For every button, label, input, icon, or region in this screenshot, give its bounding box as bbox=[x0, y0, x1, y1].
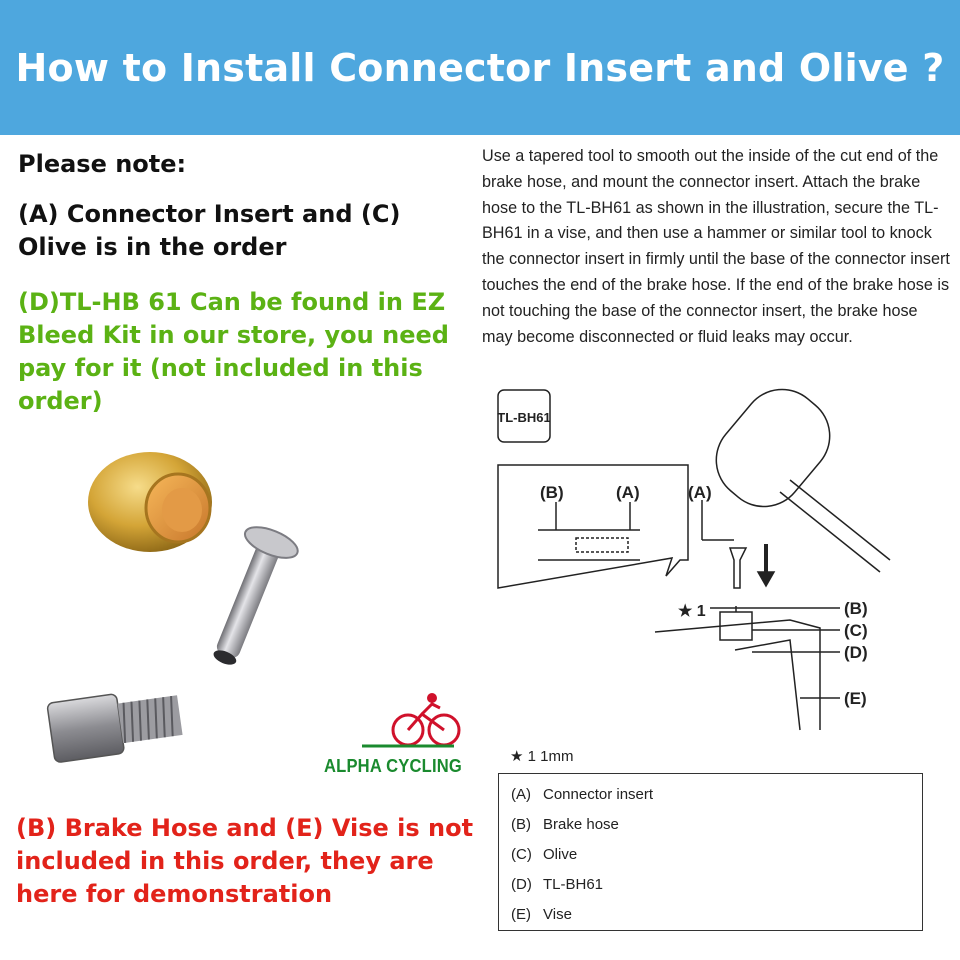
note-heading: Please note: bbox=[18, 150, 187, 178]
legend-row bbox=[511, 780, 922, 810]
legend-key: (B) bbox=[511, 816, 531, 834]
page-title: How to Install Connector Insert and Olive ? bbox=[15, 45, 945, 90]
legend-key: (E) bbox=[511, 905, 531, 923]
installation-instructions: Use a tapered tool to smooth out the inside of the cut end of the brake hose, and mount the connector insert. Attach the brake hose to the TL-BH61 as shown in the illustration, secure the TL-BH61 in a vise, and then use a hammer or similar tool to knock the connector insert in firmly until the base of the connector insert touches the end of the brake hose. If the end of the brake hose is not touching the base of the connector insert, the brake hose may become disconnected or fluid leaks may occur. bbox=[482, 147, 950, 346]
star-label: ★ 1 bbox=[678, 603, 706, 620]
label-d: (D) bbox=[844, 643, 868, 662]
legend-row bbox=[511, 869, 922, 899]
legend-label: TL-BH61 bbox=[543, 875, 604, 893]
label-e: (E) bbox=[844, 689, 867, 708]
legend-row bbox=[511, 899, 922, 929]
note-tool-info: (D)TL-HB 61 Can be found in EZ Bleed Kit in our store, you need pay for it (not included in this order) bbox=[18, 288, 449, 415]
legend-label: Vise bbox=[543, 905, 572, 923]
label-c: (C) bbox=[844, 621, 868, 640]
olive-image bbox=[88, 452, 212, 552]
legend-row bbox=[511, 840, 922, 870]
note-included-parts: (A) Connector Insert and (C) Olive is in the order bbox=[18, 200, 401, 261]
legend-key: (D) bbox=[511, 875, 532, 893]
legend-label: Connector insert bbox=[543, 786, 654, 804]
connector-insert-image bbox=[197, 521, 302, 674]
title-banner bbox=[0, 0, 960, 135]
label-b: (B) bbox=[844, 599, 868, 618]
label-a: (A) bbox=[688, 483, 712, 502]
legend-row bbox=[511, 810, 922, 840]
legend-label: Brake hose bbox=[543, 816, 619, 834]
logo-text: ALPHA CYCLING bbox=[324, 756, 462, 776]
inset-label-a: (A) bbox=[616, 483, 640, 502]
legend-label: Olive bbox=[543, 845, 578, 863]
star-footnote: ★ 1 1mm bbox=[510, 748, 574, 765]
legend-key: (C) bbox=[511, 845, 532, 863]
tool-box-label: TL-BH61 bbox=[497, 410, 551, 425]
bolt-image bbox=[47, 685, 184, 763]
legend-key: (A) bbox=[511, 786, 531, 804]
inset-label-b: (B) bbox=[540, 483, 564, 502]
installation-diagram bbox=[490, 380, 950, 740]
parts-legend bbox=[498, 773, 923, 931]
note-not-included: (B) Brake Hose and (E) Vise is not included in this order, they are here for demonstration bbox=[16, 814, 474, 908]
